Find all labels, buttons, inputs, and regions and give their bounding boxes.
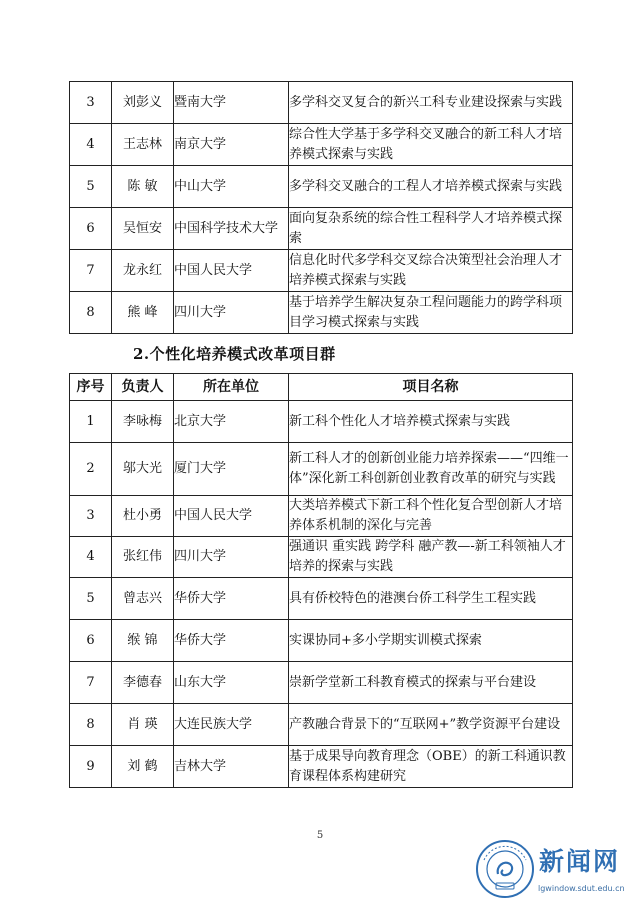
table-row — [70, 250, 573, 292]
institution: 华侨大学 — [174, 578, 289, 620]
project-title: 信息化时代多学科交叉综合决策型社会治理人才培养模式探索与实践 — [289, 250, 573, 292]
column-header-unit: 所在单位 — [174, 374, 289, 401]
project-title: 大类培养模式下新工科个性化复合型创新人才培养体系机制的深化与完善 — [289, 496, 573, 537]
table-row — [70, 704, 573, 746]
leader-name: 吴恒安 — [112, 208, 174, 250]
leader-name: 王志林 — [112, 124, 174, 166]
row-number: 5 — [70, 578, 112, 620]
project-title: 产教融合背景下的“互联网+”教学资源平台建设 — [289, 704, 573, 746]
project-title: 强通识 重实践 跨学科 融产教—-新工科领袖人才培养的探索与实践 — [289, 537, 573, 578]
row-number: 5 — [70, 166, 112, 208]
row-number: 3 — [70, 496, 112, 537]
institution: 吉林大学 — [174, 746, 289, 788]
table-row — [70, 578, 573, 620]
row-number: 6 — [70, 620, 112, 662]
institution: 暨南大学 — [174, 82, 289, 124]
institution: 中山大学 — [174, 166, 289, 208]
leader-name: 刘彭义 — [112, 82, 174, 124]
watermark-url: lgwindow.sdut.edu.cn — [538, 884, 625, 893]
section-heading: 2.个性化培养模式改革项目群 — [133, 345, 336, 363]
watermark-name: 新闻网 — [539, 847, 621, 876]
row-number: 6 — [70, 208, 112, 250]
row-number: 7 — [70, 662, 112, 704]
row-number: 8 — [70, 704, 112, 746]
project-title: 新工科人才的创新创业能力培养探索——“四维一体”深化新工科创新创业教育改革的研究与实践 — [289, 443, 573, 496]
project-title: 综合性大学基于多学科交叉融合的新工科人才培养模式探索与实践 — [289, 124, 573, 166]
table-row — [70, 401, 573, 443]
project-table-1 — [69, 81, 573, 334]
page-number: 5 — [316, 830, 324, 841]
row-number: 3 — [70, 82, 112, 124]
table-row — [70, 537, 573, 578]
table-row — [70, 496, 573, 537]
row-number: 1 — [70, 401, 112, 443]
leader-name: 李咏梅 — [112, 401, 174, 443]
institution: 四川大学 — [174, 292, 289, 334]
leader-name: 刘 鹤 — [112, 746, 174, 788]
university-seal-icon — [474, 838, 536, 900]
leader-name: 曾志兴 — [112, 578, 174, 620]
row-number: 8 — [70, 292, 112, 334]
leader-name: 龙永红 — [112, 250, 174, 292]
row-number: 4 — [70, 537, 112, 578]
table-row — [70, 443, 573, 496]
institution: 山东大学 — [174, 662, 289, 704]
project-title: 崇新学堂新工科教育模式的探索与平台建设 — [289, 662, 573, 704]
row-number: 4 — [70, 124, 112, 166]
leader-name: 熊 峰 — [112, 292, 174, 334]
institution: 中国人民大学 — [174, 496, 289, 537]
project-title: 基于培养学生解决复杂工程问题能力的跨学科项目学习模式探索与实践 — [289, 292, 573, 334]
table-row — [70, 124, 573, 166]
table-row — [70, 746, 573, 788]
institution: 南京大学 — [174, 124, 289, 166]
row-number: 9 — [70, 746, 112, 788]
row-number: 7 — [70, 250, 112, 292]
leader-name: 李德春 — [112, 662, 174, 704]
project-title: 新工科个性化人才培养模式探索与实践 — [289, 401, 573, 443]
news-watermark — [474, 838, 640, 905]
project-title: 面向复杂系统的综合性工程科学人才培养模式探索 — [289, 208, 573, 250]
column-header-number: 序号 — [70, 374, 112, 401]
institution: 北京大学 — [174, 401, 289, 443]
institution: 华侨大学 — [174, 620, 289, 662]
leader-name: 杜小勇 — [112, 496, 174, 537]
institution: 四川大学 — [174, 537, 289, 578]
project-title: 多学科交叉融合的工程人才培养模式探索与实践 — [289, 166, 573, 208]
leader-name: 缑 锦 — [112, 620, 174, 662]
table-row — [70, 166, 573, 208]
table-header-row — [70, 374, 573, 401]
project-title: 具有侨校特色的港澳台侨工科学生工程实践 — [289, 578, 573, 620]
institution: 大连民族大学 — [174, 704, 289, 746]
row-number: 2 — [70, 443, 112, 496]
institution: 厦门大学 — [174, 443, 289, 496]
column-header-leader: 负责人 — [112, 374, 174, 401]
leader-name: 陈 敏 — [112, 166, 174, 208]
table-row — [70, 662, 573, 704]
institution: 中国人民大学 — [174, 250, 289, 292]
project-title: 基于成果导向教育理念（OBE）的新工科通识教育课程体系构建研究 — [289, 746, 573, 788]
project-table-2 — [69, 373, 573, 788]
leader-name: 肖 瑛 — [112, 704, 174, 746]
institution: 中国科学技术大学 — [174, 208, 289, 250]
table-row — [70, 292, 573, 334]
project-title: 多学科交叉复合的新兴工科专业建设探索与实践 — [289, 82, 573, 124]
table-row — [70, 208, 573, 250]
leader-name: 邬大光 — [112, 443, 174, 496]
project-title: 实课协同+多小学期实训模式探索 — [289, 620, 573, 662]
table-row — [70, 620, 573, 662]
leader-name: 张红伟 — [112, 537, 174, 578]
column-header-title: 项目名称 — [289, 374, 573, 401]
table-row — [70, 82, 573, 124]
